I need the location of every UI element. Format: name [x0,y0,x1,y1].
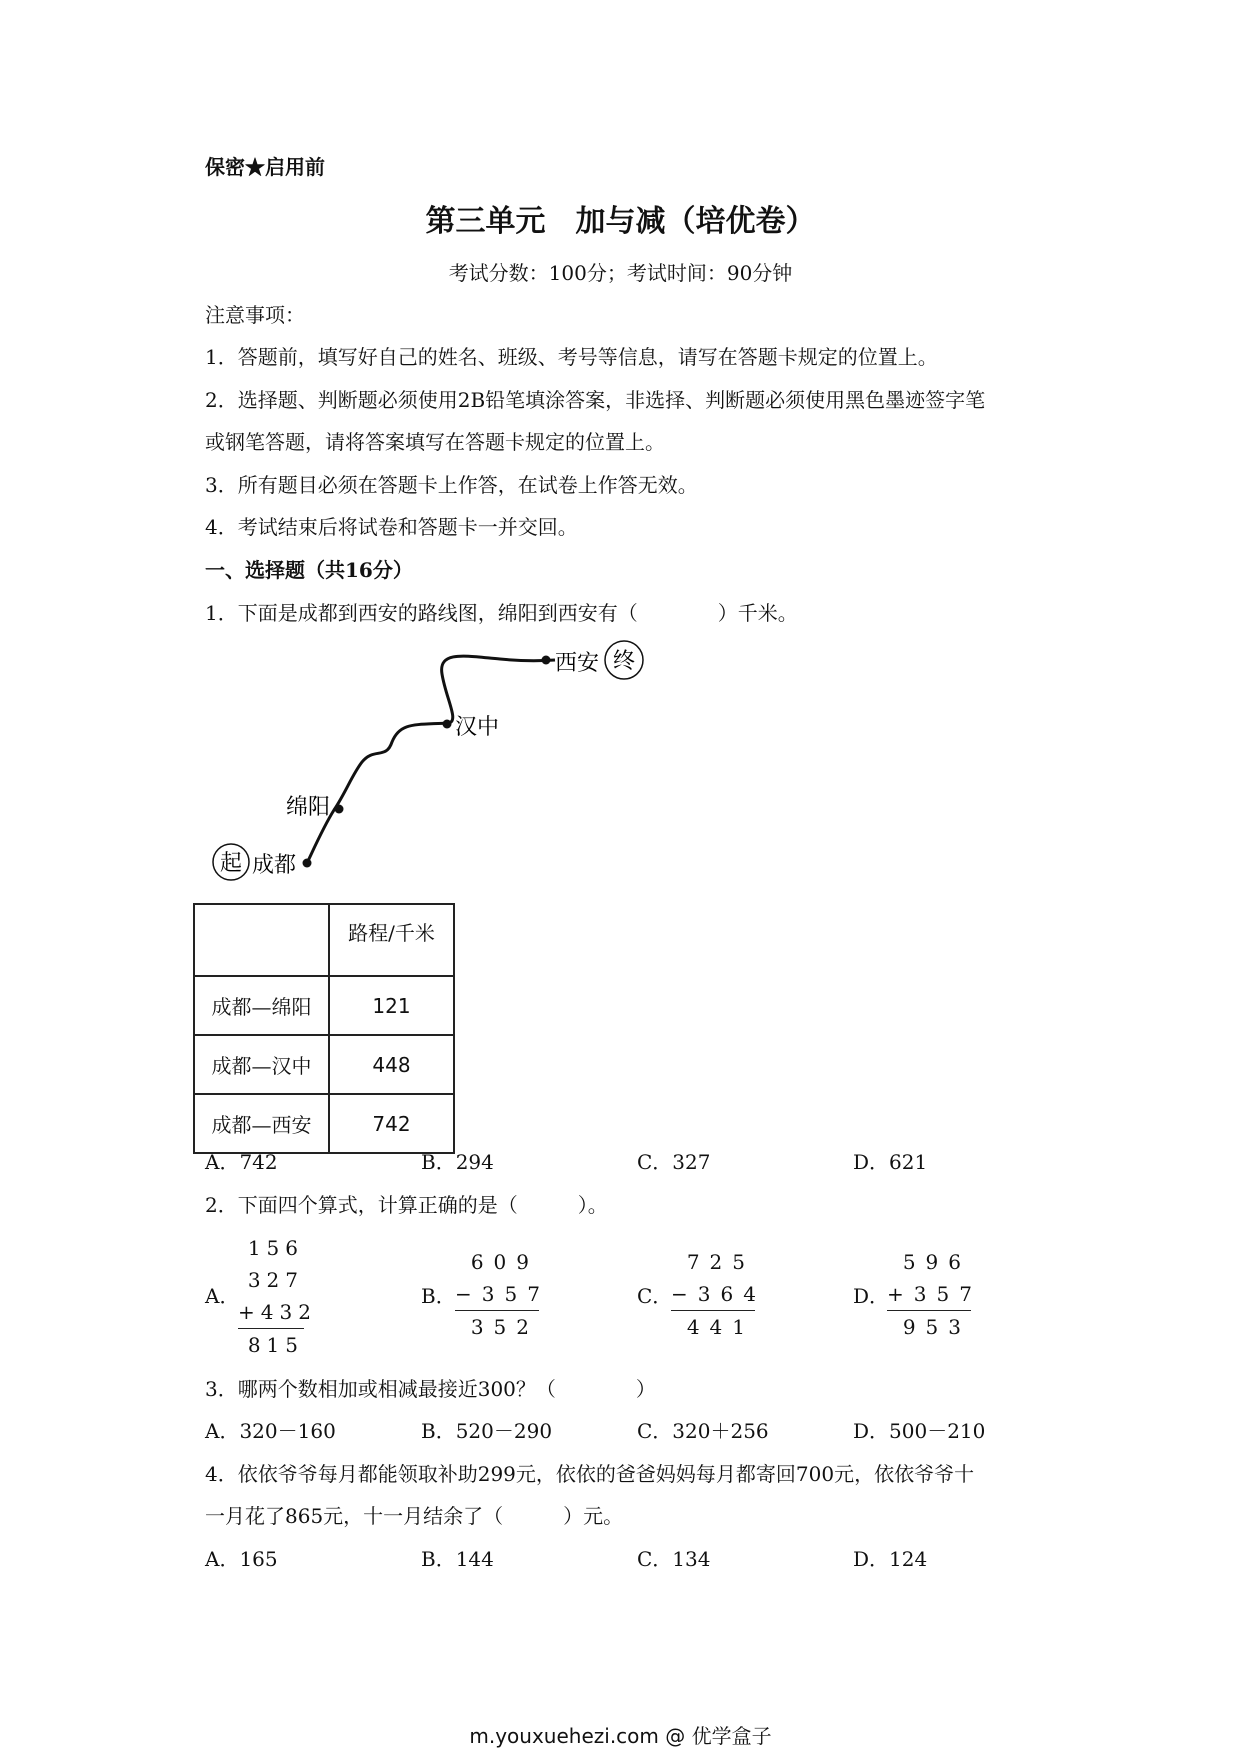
table-header-cell: 路程/千米 [329,904,454,976]
calc-result: 441 [686,1315,755,1339]
q1-option-a[interactable]: A．742 [205,1150,278,1174]
note-item: 2．选择题、判断题必须使用2B铅笔填涂答案，非选择、判断题必须使用黑色墨迹签字笔 [205,388,986,412]
calc-line: +357 [887,1278,971,1311]
q2-option-b[interactable]: B． [421,1284,456,1308]
hanzhong-point [443,720,452,729]
end-badge: 终 [612,649,636,674]
table-row [194,904,454,976]
q4-option-d[interactable]: D．124 [853,1547,928,1571]
calc-line: −364 [671,1278,755,1311]
question-4-text: 4．依依爷爷每月都能领取补助299元，依依的爸爸妈妈每月都寄回700元，依依爷爷十 [205,1462,975,1486]
note-item: 3．所有题目必须在答题卡上作答，在试卷上作答无效。 [205,473,698,497]
calc-line: 596 [902,1250,971,1274]
calc-line: 156 [247,1236,304,1260]
question-1-text: 1．下面是成都到西安的路线图，绵阳到西安有（ ）千米。 [205,601,798,625]
table-cell: 成都—西安 [194,1094,329,1153]
table-cell: 121 [329,976,454,1035]
page-title: 第三单元 加与减（培优卷） [425,204,816,239]
q3-option-c[interactable]: C．320＋256 [637,1419,769,1443]
q1-option-b[interactable]: B．294 [421,1150,494,1174]
q2-option-c-calc [671,1246,766,1343]
table-cell: 成都—绵阳 [194,976,329,1035]
q1-option-c[interactable]: C．327 [637,1150,711,1174]
question-3-text: 3．哪两个数相加或相减最接近300？（ ） [205,1377,656,1401]
route-line [308,656,555,861]
xian-point [542,656,551,665]
mianyang-point [335,805,344,814]
q3-option-a[interactable]: A．320－160 [205,1419,336,1443]
city-mianyang: 绵阳 [286,795,331,820]
route-map [0,630,1241,890]
notes-heading: 注意事项： [205,303,305,327]
calc-line: −357 [455,1278,539,1311]
q2-option-c[interactable]: C． [637,1284,673,1308]
calc-result: 352 [470,1315,539,1339]
q2-option-b-calc [455,1246,550,1343]
calc-result: 953 [902,1315,971,1339]
calc-line: 725 [686,1250,755,1274]
table-row [194,976,454,1035]
table-cell: 742 [329,1094,454,1153]
calc-line: 327 [247,1268,304,1292]
calc-line: +432 [238,1296,304,1329]
start-badge: 起 [219,851,243,876]
q3-option-d[interactable]: D．500－210 [853,1419,986,1443]
section-title: 一、选择题（共16分） [205,558,413,582]
confidential-mark: 保密★启用前 [205,155,325,179]
table-row [194,1094,454,1153]
table-cell [194,904,329,976]
chengdu-point [303,859,312,868]
calc-result: 815 [247,1333,304,1357]
note-item: 1．答题前，填写好自己的姓名、班级、考号等信息，请写在答题卡规定的位置上。 [205,345,938,369]
q2-option-d[interactable]: D． [853,1284,890,1308]
q2-option-a[interactable]: A． [205,1284,240,1308]
note-item: 4．考试结束后将试卷和答题卡一并交回。 [205,515,578,539]
note-item-continuation: 或钢笔答题，请将答案填写在答题卡规定的位置上。 [205,430,665,454]
route-table [193,903,455,1154]
q2-option-a-calc [238,1232,317,1361]
q2-option-d-calc [887,1246,982,1343]
city-chengdu: 成都 [252,853,297,878]
question-2-text: 2．下面四个算式，计算正确的是（ ）。 [205,1193,608,1217]
q1-option-d[interactable]: D．621 [853,1150,928,1174]
q4-option-b[interactable]: B．144 [421,1547,494,1571]
footer-watermark: m.youxuehezi.com @ 优学盒子 [469,1724,772,1748]
q4-option-c[interactable]: C．134 [637,1547,711,1571]
city-xian: 西安 [555,651,600,676]
question-4-text-continuation: 一月花了865元，十一月结余了（ ）元。 [205,1504,624,1528]
q4-option-a[interactable]: A．165 [205,1547,278,1571]
table-cell: 448 [329,1035,454,1094]
q3-option-b[interactable]: B．520－290 [421,1419,553,1443]
table-cell: 成都—汉中 [194,1035,329,1094]
table-row [194,1035,454,1094]
exam-info: 考试分数：100分；考试时间：90分钟 [448,261,793,285]
city-hanzhong: 汉中 [455,715,500,740]
calc-line: 609 [470,1250,539,1274]
